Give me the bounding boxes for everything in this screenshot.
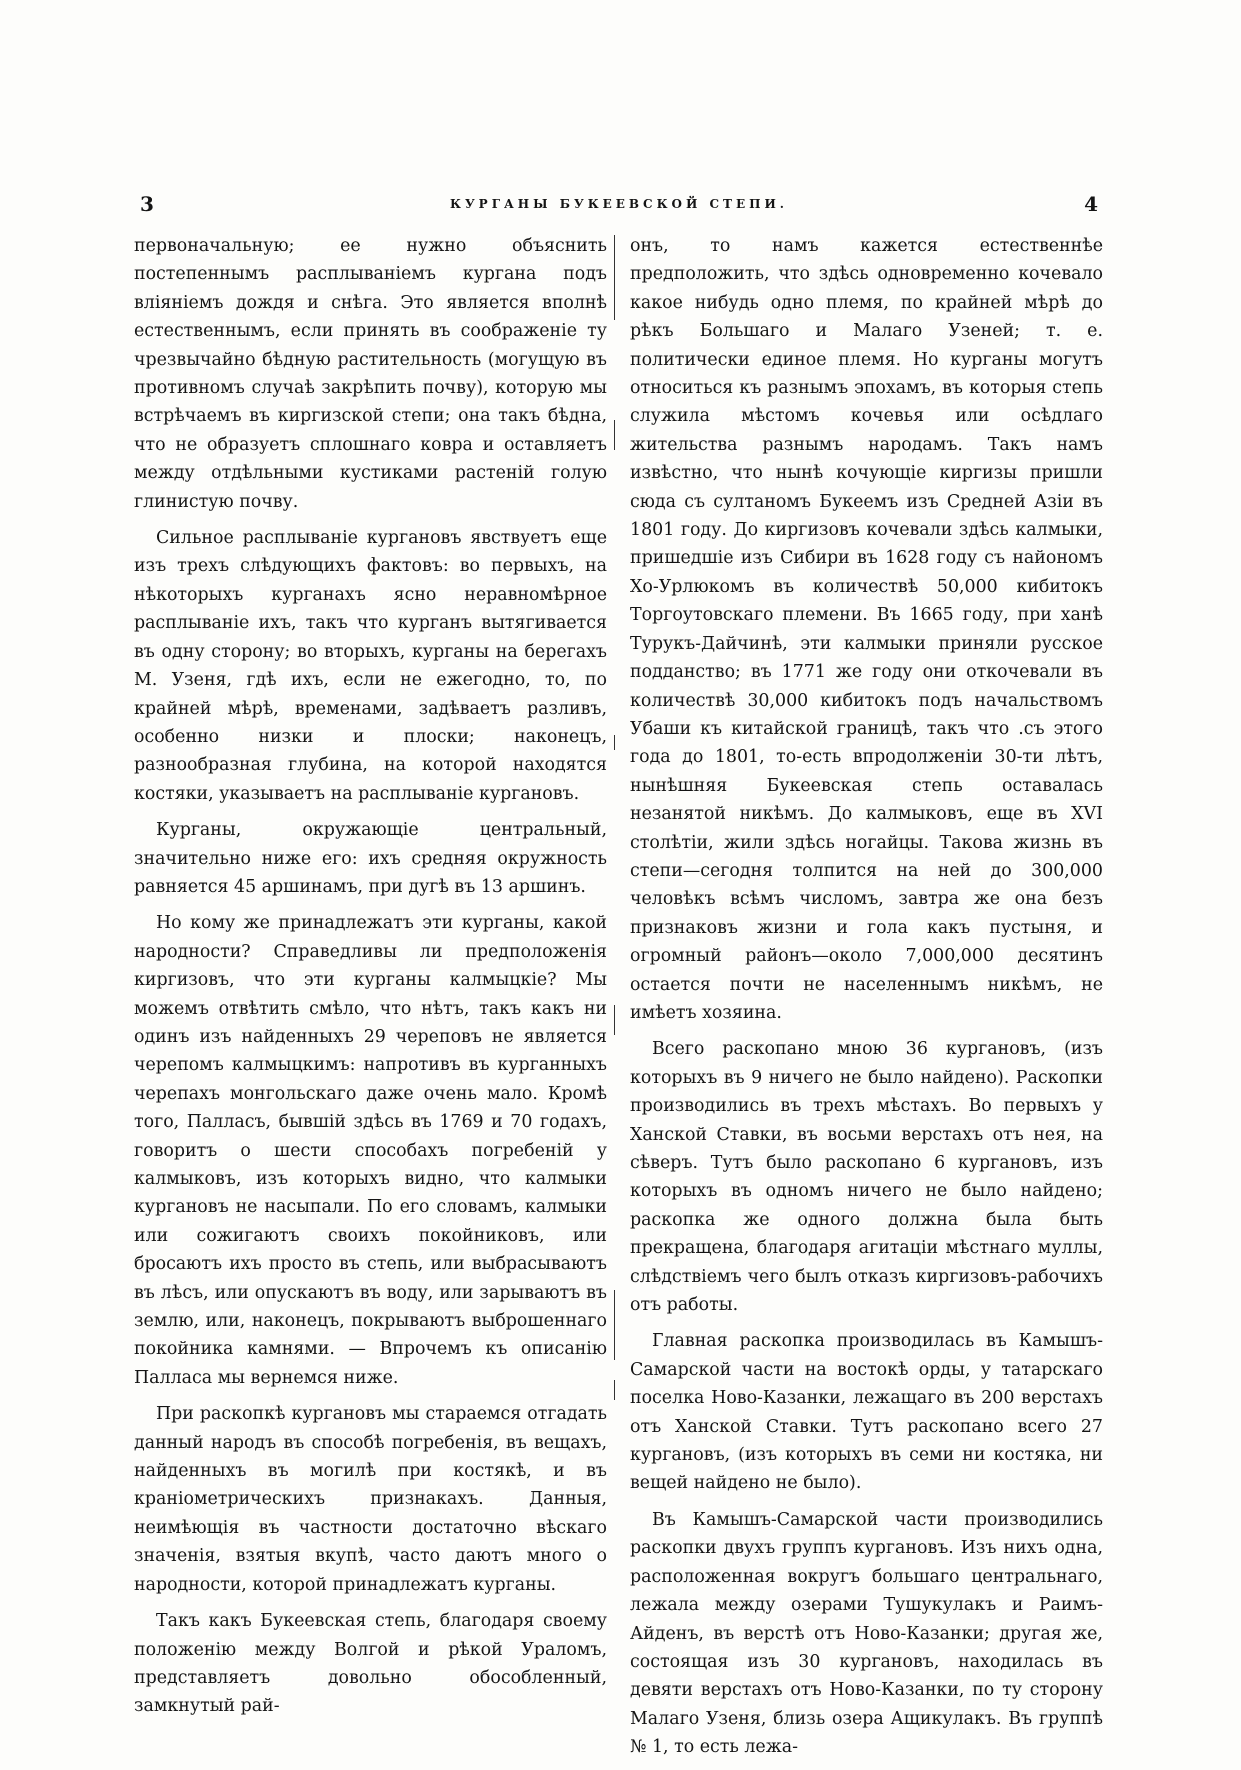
paragraph: Такъ какъ Букеевская степь, благодаря своему положенію между Волгой и рѣкой Ураломъ, представляетъ довольно обособленный, замкнутый рай-	[134, 1611, 607, 1717]
column-divider	[614, 290, 615, 320]
paragraph: Въ Камышъ-Самарской части производились раскопки двухъ группъ кургановъ. Изъ нихъ одна, расположенная вокругъ большаго центральнаго, лежала между озерами Тушукулакъ и Раимъ-Айденъ, въ верстѣ отъ Ново-Казанки; другая же, состоящая изъ 30 кургановъ, находилась въ девяти верстахъ отъ Ново-Казанки, по ту сторону Малаго Узеня, близь озера Ащикулакъ. Въ группѣ № 1, то есть лежа-	[630, 1509, 1103, 1758]
column-divider	[614, 735, 615, 750]
column-divider	[614, 1290, 615, 1360]
column-divider	[614, 1005, 615, 1035]
paragraph: Сильное расплываніе кургановъ явствуетъ еще изъ трехъ слѣдующихъ фактовъ: во первыхъ, на нѣкоторыхъ курганахъ ясно неравномѣрное расплываніе ихъ, такъ что курганъ вытягивается въ одну сторону; во вторыхъ, курганы на берегахъ М. Узеня, гдѣ ихъ, если не ежегодно, то, по крайней мѣрѣ, временами, задѣваетъ разливъ, особенно низки и плоски; наконецъ, разнообразная глубина, на которой находятся костяки, указываетъ на расплываніе кургановъ.	[134, 528, 607, 804]
paragraph: При раскопкѣ кургановъ мы стараемся отгадать данный народъ въ способѣ погребенія, въ вещахъ, найденныхъ въ могилѣ при костякѣ, и въ краніометрическихъ признакахъ. Данныя, неимѣющія въ частности достаточно вѣскаго значенія, взятыя вкупѣ, часто даютъ много о народности, которой принадлежатъ курганы.	[134, 1404, 607, 1595]
page-number-right: 4	[1084, 192, 1098, 216]
paragraph: Главная раскопка производилась въ Камышъ-Самарской части на востокѣ орды, у татарскаго поселка Ново-Казанки, лежащаго въ 200 верстахъ отъ Ханской Ставки. Тутъ раскопано всего 27 кургановъ, (изъ которыхъ въ семи ни костяка, ни вещей найдено не было).	[630, 1331, 1103, 1494]
left-column	[134, 232, 607, 1729]
paragraph: первоначальную; ее нужно объяснить постепеннымъ расплываніемъ кургана подъ вліяніемъ дождя и снѣга. Это является вполнѣ естественнымъ, если принять въ соображеніе ту чрезвычайно бѣдную растительность (могущую въ противномъ случаѣ закрѣпить почву), которую мы встрѣчаемъ въ киргизской степи; она такъ бѣдна, что не образуетъ сплошнаго ковра и оставляетъ между отдѣльными кустиками растеній голую глинистую почву.	[134, 236, 607, 512]
paragraph: онъ, то намъ кажется естественнѣе предположить, что здѣсь одновременно кочевало какое нибудь одно племя, по крайней мѣрѣ до рѣкъ Большаго и Малаго Узеней; т. е. политически единое племя. Но курганы могутъ относиться къ разнымъ эпохамъ, въ которыя степь служила мѣстомъ кочевья или осѣдлаго жительства разнымъ народамъ. Такъ намъ извѣстно, что нынѣ кочующіе киргизы пришли сюда съ султаномъ Букеемъ изъ Средней Азіи въ 1801 году. До киргизовъ кочевали здѣсь калмыки, пришедшіе изъ Сибири въ 1628 году съ найономъ Хо-Урлюкомъ въ количествѣ 50,000 кибитокъ Торгоутовскаго племени. Въ 1665 году, при ханѣ Турукъ-Дайчинѣ, эти калмыки приняли русское подданство; въ 1771 же году они откочевали въ количествѣ 30,000 кибитокъ подъ начальствомъ Убаши къ китайской границѣ, такъ что .съ этого года до 1801, то-есть впродолженіи 30-ти лѣтъ, нынѣшняя Букеевская степь оставалась незанятой никѣмъ. До калмыковъ, еще въ XVI столѣтіи, жили здѣсь ногайцы. Такова жизнь въ степи—сегодня толпится на ней до 300,000 человѣкъ всѣмъ числомъ, завтра же она безъ признаковъ жизни и гола какъ пустыня, и огромный районъ—около 7,000,000 десятинъ остается почти не населеннымъ никѣмъ, не имѣетъ хозяина.	[630, 236, 1103, 1023]
column-divider	[614, 1380, 615, 1400]
paragraph: Всего раскопано мною 36 кургановъ, (изъ которыхъ въ 9 ничего не было найдено). Раскопки производились въ трехъ мѣстахъ. Во первыхъ у Ханской Ставки, въ восьми верстахъ отъ нея, на сѣверъ. Тутъ было раскопано 6 кургановъ, изъ которыхъ въ одномъ ничего не было найдено; раскопка же одного должна была быть прекращена, благодаря агитаціи мѣстнаго муллы, слѣдствіемъ чего былъ отказъ киргизовъ-рабочихъ отъ работы.	[630, 1039, 1103, 1316]
page-header	[140, 192, 1098, 218]
paragraph: Но кому же принадлежатъ эти курганы, какой народности? Справедливы ли предположенія киргизовъ, что эти курганы калмыцкіе? Мы можемъ отвѣтить смѣло, что нѣтъ, такъ какъ ни одинъ изъ найденныхъ 29 череповъ не является черепомъ калмыцкимъ: напротивъ въ курганныхъ черепахъ монгольскаго даже очень мало. Кромѣ того, Палласъ, бывшій здѣсь въ 1769 и 70 годахъ, говоритъ о шести способахъ погребеній у калмыковъ, изъ которыхъ видно, что калмыки кургановъ не насыпали. По его словамъ, калмыки или сожигаютъ своихъ покойниковъ, или бросаютъ ихъ просто въ степь, или выбрасываютъ въ лѣсъ, или опускаютъ въ воду, или зарываютъ въ землю, или, наконецъ, покрываютъ выброшеннаго покойника камнями. — Впрочемъ къ описанію Палласа мы вернемся ниже.	[134, 913, 607, 1388]
column-divider	[614, 420, 615, 450]
running-title: КУРГАНЫ БУКЕЕВСКОЙ СТЕПИ.	[450, 197, 788, 211]
right-column	[630, 232, 1103, 1770]
page-number-left: 3	[140, 192, 154, 216]
paragraph: Курганы, окружающіе центральный, значительно ниже его: ихъ средняя окружность равняется 45 аршинамъ, при дугѣ въ 13 аршинъ.	[134, 820, 607, 897]
